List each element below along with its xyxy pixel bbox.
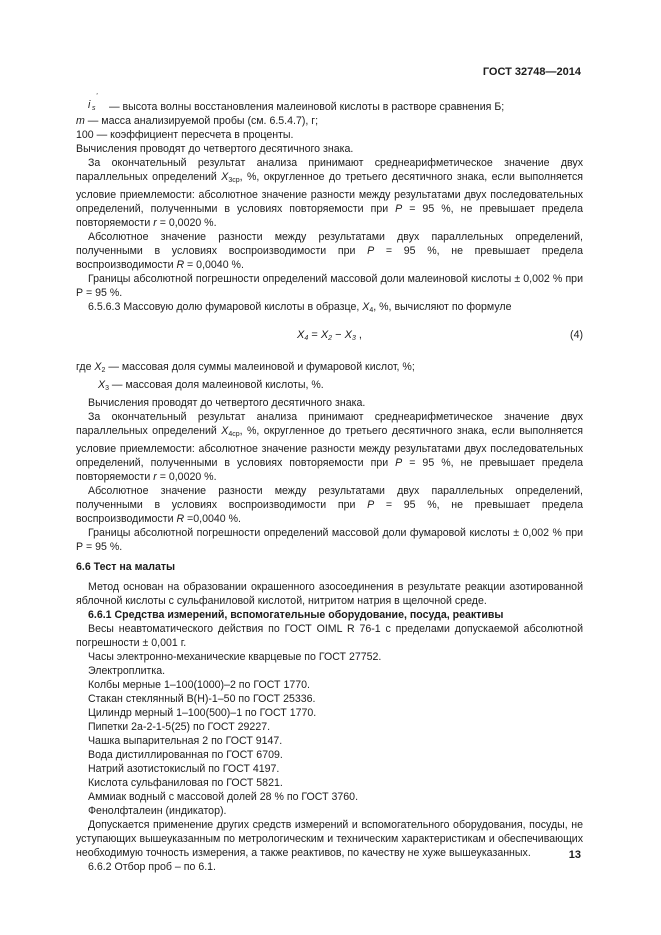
variable-definition-is: i s ' — высота волны восстановления малеиновой кислоты в растворе сравнения Б; <box>76 96 583 114</box>
final-result-paragraph-maleic: За окончательный результат анализа принимают среднеарифметическое значение двух параллельных определений $X_{3ср}$, %, округленное до третьего десятичного знака, если выполняется условие приемлемости: абсолютное значение разности между результатами двух последовательных определений, полученными в условиях повторяемости при P = 95 %, не превышает предела повторяемости r = 0,0020 %. <box>76 157 583 229</box>
error-bounds-fumaric: Границы абсолютной погрешности определений массовой доли фумаровой кислоты ± 0,002 % при Р = 95 %. <box>76 527 583 553</box>
page-number: 13 <box>568 849 581 861</box>
section-6-5-6-3: 6.5.6.3 Массовую долю фумаровой кислоты в образце, $X_4$, %, вычисляют по формуле <box>88 301 512 314</box>
error-bounds-maleic: Границы абсолютной погрешности определений массовой доли малеиновой кислоты ± 0,002 % при Р = 95 %. <box>76 273 583 299</box>
equipment-scales: Весы неавтоматического действия по ГОСТ OIML R 76-1 с пределами допускаемой абсолютной погрешности ± 0,001 г. <box>76 623 583 649</box>
reproducibility-paragraph-maleic: Абсолютное значение разности между результатами двух параллельных определений, полученными в условиях воспроизводимости при P = 95 %, не превышает предела воспроизводимости R = 0,0040 %. <box>76 231 583 271</box>
alternatives-paragraph: Допускается применение других средств измерений и вспомогательного оборудования, посуды, не уступающих вышеуказанным по метрологическим и техническим характеристикам и обеспечивающих необходимую точность измерения, а также реактивов, по качеству не хуже вышеуказанных. <box>76 819 583 859</box>
section-6-6-1-heading: 6.6.1 Средства измерений, вспомогательные оборудование, посуда, реактивы <box>88 609 504 621</box>
reagent-sulfanilic-acid: Кислота сульфаниловая по ГОСТ 5821. <box>88 777 283 789</box>
x3-definition: $X_3$ — массовая доля малеиновой кислоты, %. <box>98 379 324 392</box>
calculation-precision-note: Вычисления проводят до четвертого десятичного знака. <box>76 143 354 155</box>
method-description: Метод основан на образовании окрашенного азосоединения в результате реакции азотированной яблочной кислоты с сульфаниловой кислотой, нитритом натрия в щелочной среде. <box>76 581 583 607</box>
equipment-dish: Чашка выпарительная 2 по ГОСТ 9147. <box>88 735 283 747</box>
document-code: ГОСТ 32748—2014 <box>482 66 581 78</box>
equipment-cylinder: Цилиндр мерный 1–100(500)–1 по ГОСТ 1770. <box>88 707 317 719</box>
section-6-6-heading: 6.6 Тест на малаты <box>76 561 176 573</box>
symbol-i-s-prime: i s ' <box>88 93 98 112</box>
equipment-hotplate: Электроплитка. <box>88 665 166 677</box>
variable-definition-m: m — масса анализируемой пробы (см. 6.5.4.7), г; <box>76 115 319 127</box>
where-x2-definition: где $X_2$ — массовая доля суммы малеиновой и фумаровой кислот, %; <box>76 361 415 374</box>
equipment-clock: Часы электронно-механические кварцевые по ГОСТ 27752. <box>88 651 382 663</box>
equipment-beaker: Стакан стеклянный В(Н)-1–50 по ГОСТ 25336. <box>88 693 316 705</box>
variable-definition-100: 100 — коэффициент пересчета в проценты. <box>76 129 294 141</box>
final-result-paragraph-fumaric: За окончательный результат анализа принимают среднеарифметическое значение двух параллельных определений $X_{4ср}$, %, округленное до третьего десятичного знака, если выполняется условие приемлемости: абсолютное значение разности между результатами двух последовательных определений, полученными в условиях повторяемости при P = 95 %, не превышает предела повторяемости r = 0,0020 %. <box>76 411 583 483</box>
document-body <box>76 93 583 874</box>
reagent-water: Вода дистиллированная по ГОСТ 6709. <box>88 749 283 761</box>
reagent-sodium-nitrite: Натрий азотистокислый по ГОСТ 4197. <box>88 763 280 775</box>
calculation-precision-note-2: Вычисления проводят до четвертого десятичного знака. <box>88 397 366 409</box>
formula-expression: $X_4 = X_2 - X_3$ , <box>297 329 362 342</box>
formula-4 <box>76 326 583 348</box>
formula-number: (4) <box>570 329 583 341</box>
reproducibility-paragraph-fumaric: Абсолютное значение разности между результатами двух параллельных определений, полученными в условиях воспроизводимости при P = 95 %, не превышает предела воспроизводимости R =0,0040 %. <box>76 485 583 525</box>
equipment-pipettes: Пипетки 2а-2-1-5(25) по ГОСТ 29227. <box>88 721 271 733</box>
reagent-phenolphthalein: Фенолфталеин (индикатор). <box>88 805 227 817</box>
reagent-ammonia: Аммиак водный с массовой долей 28 % по ГОСТ 3760. <box>88 791 359 803</box>
section-6-6-2: 6.6.2 Отбор проб – по 6.1. <box>88 861 216 873</box>
equipment-flasks: Колбы мерные 1–100(1000)–2 по ГОСТ 1770. <box>88 679 310 691</box>
